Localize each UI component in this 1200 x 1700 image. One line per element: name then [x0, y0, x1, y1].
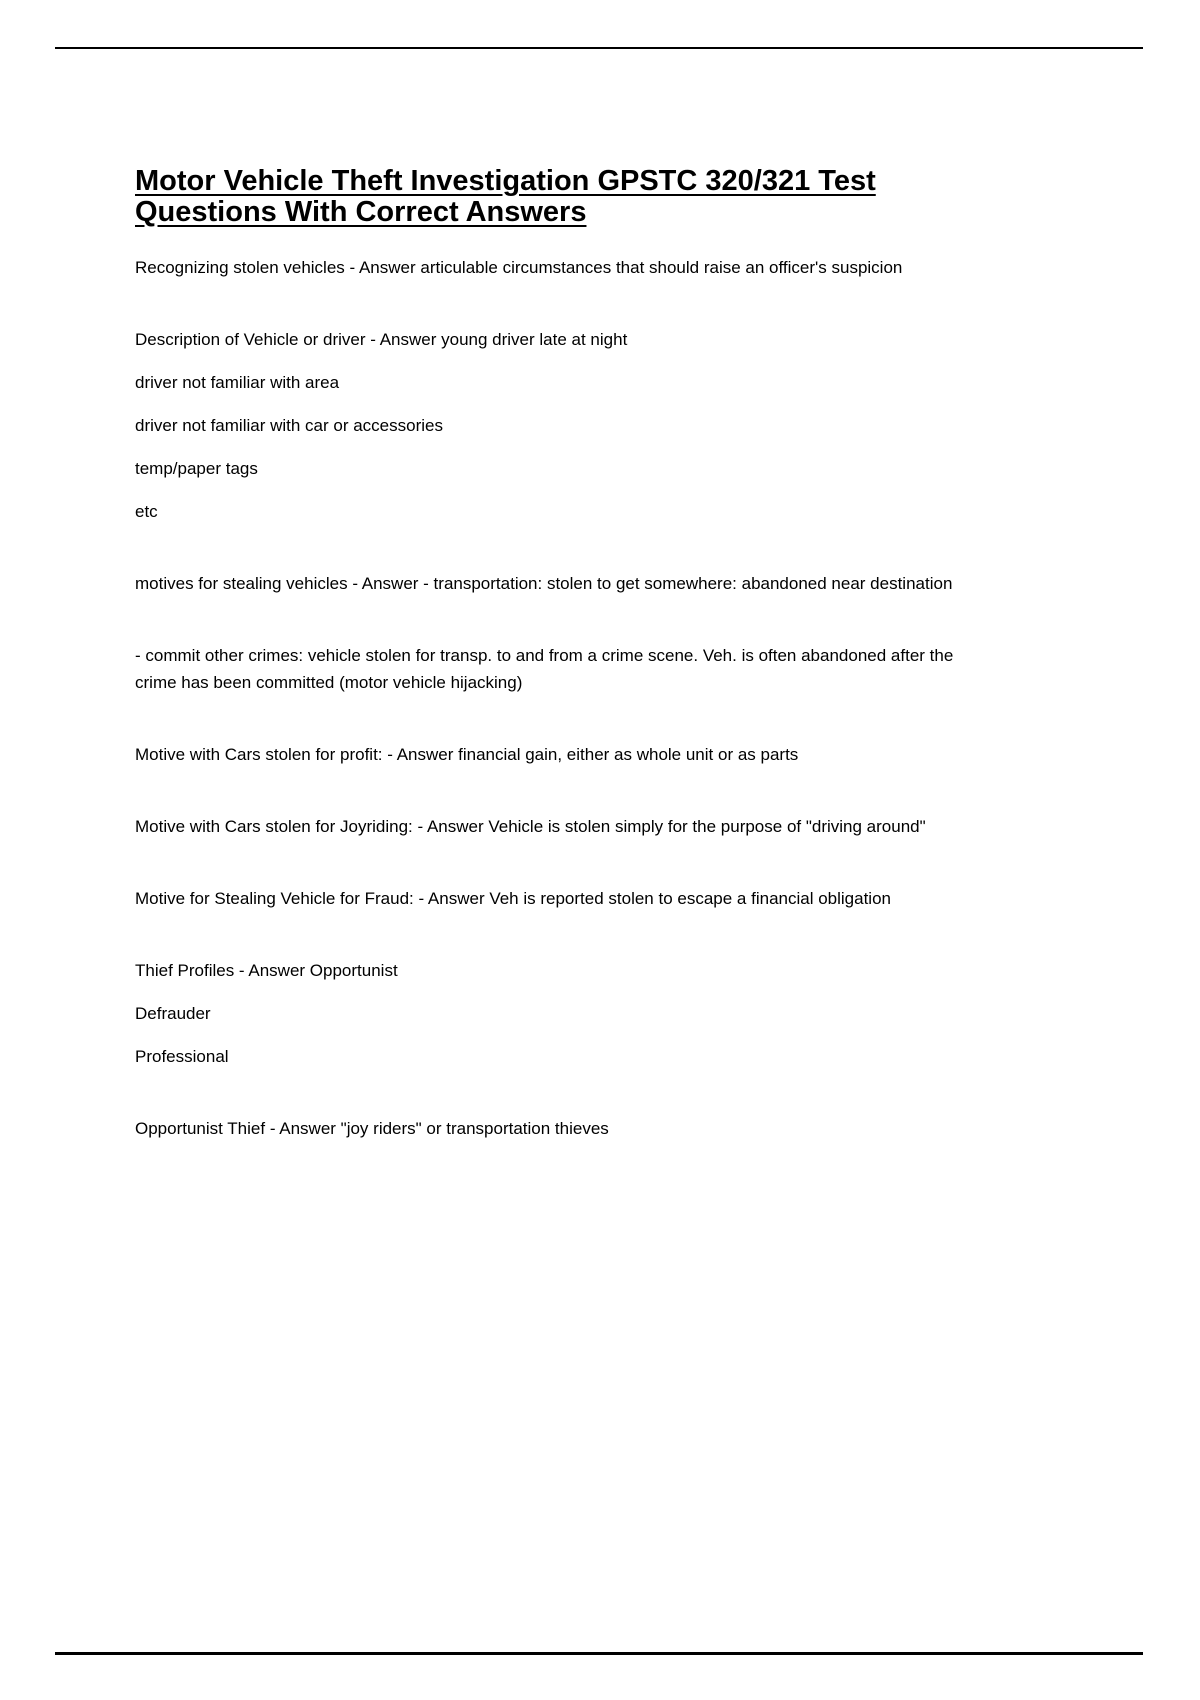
qa-paragraph: Professional: [135, 1047, 229, 1066]
qa-paragraph: Motive with Cars stolen for profit: - Answer financial gain, either as whole unit or as parts: [135, 745, 799, 764]
qa-paragraph: Recognizing stolen vehicles - Answer articulable circumstances that should raise an officer's suspicion: [135, 258, 903, 277]
qa-paragraph: Defrauder: [135, 1004, 211, 1023]
qa-paragraph: motives for stealing vehicles - Answer - transportation: stolen to get somewhere: abandoned near destination: [135, 574, 953, 593]
top-divider: [55, 47, 1143, 49]
qa-paragraph: driver not familiar with area: [135, 373, 340, 392]
document-title: Motor Vehicle Theft Investigation GPSTC 320/321 Test Questions With Correct Answers: [135, 165, 876, 228]
qa-paragraph: driver not familiar with car or accessories: [135, 416, 443, 435]
qa-paragraph: Motive with Cars stolen for Joyriding: - Answer Vehicle is stolen simply for the purpose of "driving around": [135, 817, 926, 836]
qa-paragraph: Opportunist Thief - Answer "joy riders" or transportation thieves: [135, 1119, 609, 1138]
document-content: [135, 166, 987, 1158]
qa-paragraph: Description of Vehicle or driver - Answer young driver late at night: [135, 330, 628, 349]
qa-paragraph: Motive for Stealing Vehicle for Fraud: - Answer Veh is reported stolen to escape a financial obligation: [135, 889, 891, 908]
qa-paragraph: etc: [135, 502, 158, 521]
qa-paragraph: - commit other crimes: vehicle stolen for transp. to and from a crime scene. Veh. is often abandoned after the crime has been committed (motor vehicle hijacking): [135, 646, 954, 692]
qa-paragraph: temp/paper tags: [135, 459, 258, 478]
qa-paragraph: Thief Profiles - Answer Opportunist: [135, 961, 398, 980]
bottom-divider: [55, 1652, 1143, 1655]
